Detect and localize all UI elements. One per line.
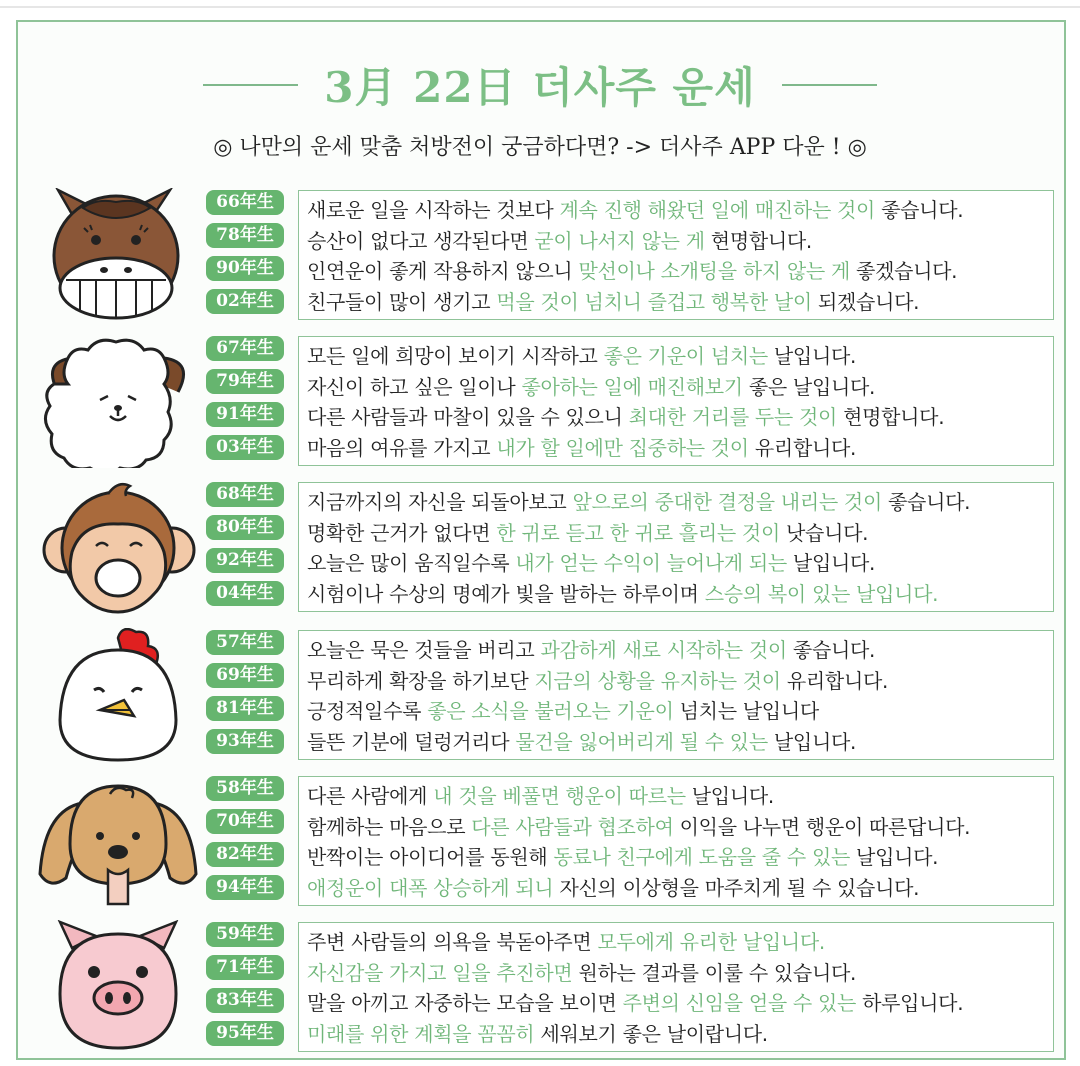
fortune-line bbox=[307, 287, 1045, 318]
year-badge: 03年生 bbox=[206, 435, 284, 460]
fortune-box bbox=[298, 482, 1054, 612]
fortune-line bbox=[307, 842, 1045, 873]
zodiac-group-rooster bbox=[30, 628, 1060, 762]
fortune-text: 다른 사람들과 마찰이 있을 수 있으니 bbox=[307, 405, 629, 429]
fortune-line bbox=[307, 226, 1045, 257]
top-divider bbox=[0, 6, 1080, 8]
horse-icon bbox=[38, 188, 198, 322]
fortune-text: 인연운이 좋게 작용하지 않으니 bbox=[307, 259, 579, 283]
fortune-text: 좋습니다. bbox=[786, 638, 876, 662]
fortune-text: 함께하는 마음으로 bbox=[307, 814, 472, 839]
highlight-text: 동료나 친구에게 도움을 줄 수 있는 bbox=[553, 845, 850, 869]
year-badge: 80年生 bbox=[206, 515, 284, 540]
highlight-text: 한 귀로 듣고 한 귀로 흘리는 것이 bbox=[496, 520, 780, 545]
year-badge: 67年生 bbox=[206, 336, 284, 361]
fortune-text: 날입니다. bbox=[786, 551, 876, 575]
fortune-text: 시험이나 수상의 명예가 빛을 발하는 하루이며 bbox=[307, 581, 705, 606]
highlight-text: 내가 할 일에만 집중하는 것이 bbox=[496, 435, 749, 460]
highlight-text: 맞선이나 소개팅을 하지 않는 게 bbox=[578, 259, 850, 283]
fortune-text: 마음의 여유를 가지고 bbox=[307, 435, 497, 460]
fortune-text: 자신의 이상형을 마주치게 될 수 있습니다. bbox=[553, 875, 920, 900]
year-badge: 70年生 bbox=[206, 809, 284, 834]
zodiac-group-sheep bbox=[30, 334, 1060, 468]
year-badge: 69年生 bbox=[206, 663, 284, 688]
year-badge: 04年生 bbox=[206, 581, 284, 606]
year-badge: 92年生 bbox=[206, 548, 284, 573]
zodiac-group-horse bbox=[30, 188, 1060, 322]
highlight-text: 물건을 잃어버리게 될 수 있는 bbox=[515, 729, 768, 754]
year-badge: 95年生 bbox=[206, 1021, 284, 1046]
fortune-text: 좋겠습니다. bbox=[850, 259, 958, 283]
year-badge: 83年生 bbox=[206, 988, 284, 1013]
year-badge: 79年生 bbox=[206, 369, 284, 394]
fortune-text: 들뜬 기분에 덜렁거리다 bbox=[307, 729, 516, 754]
fortune-text: 되겠습니다. bbox=[811, 289, 920, 314]
fortune-text: 긍정적일수록 bbox=[307, 699, 428, 723]
sheep-icon bbox=[38, 334, 198, 468]
highlight-text: 굳이 나서지 않는 게 bbox=[534, 228, 705, 253]
fortune-text: 하루입니다. bbox=[856, 991, 964, 1015]
highlight-text: 애정운이 대폭 상승하게 되니 bbox=[307, 875, 554, 900]
fortune-text: 좋은 날입니다. bbox=[742, 374, 876, 399]
pig-icon bbox=[38, 920, 198, 1054]
highlight-text: 계속 진행 해왔던 일에 매진하는 것이 bbox=[559, 198, 876, 222]
highlight-text: 주변의 신임을 얻을 수 있는 bbox=[622, 991, 857, 1015]
fortune-box bbox=[298, 336, 1054, 466]
year-badge: 90年生 bbox=[206, 256, 284, 281]
fortune-text: 친구들이 많이 생기고 bbox=[307, 289, 497, 314]
fortune-line bbox=[307, 402, 1045, 433]
fortune-text: 현명합니다. bbox=[837, 405, 945, 429]
highlight-text: 자신감을 가지고 일을 추진하면 bbox=[307, 960, 573, 985]
year-badge: 71年生 bbox=[206, 955, 284, 980]
fortune-line bbox=[307, 1019, 1045, 1050]
highlight-text: 스승의 복이 있는 날입니다. bbox=[704, 581, 939, 606]
subtitle: ◎ 나만의 운세 맞춤 처방전이 궁금하다면? -> 더사주 APP 다운 ! ◎ bbox=[213, 135, 867, 160]
fortune-text: 반짝이는 아이디어를 동원해 bbox=[307, 845, 554, 869]
fortune-text: 날입니다. bbox=[767, 729, 857, 754]
fortune-text: 명확한 근거가 없다면 bbox=[307, 520, 497, 545]
fortune-line bbox=[307, 579, 1045, 610]
year-badge: 81年生 bbox=[206, 696, 284, 721]
fortune-line bbox=[307, 781, 1045, 812]
fortune-text: 넘치는 날입니다 bbox=[673, 699, 819, 723]
highlight-text: 좋은 기운이 넘치는 bbox=[603, 344, 768, 368]
year-badge: 93年生 bbox=[206, 729, 284, 754]
zodiac-group-dog bbox=[30, 774, 1060, 908]
fortune-line bbox=[307, 988, 1045, 1019]
year-badge: 59年生 bbox=[206, 922, 284, 947]
fortune-box bbox=[298, 190, 1054, 320]
fortune-line bbox=[307, 548, 1045, 579]
fortune-text: 날입니다. bbox=[685, 784, 774, 808]
fortune-text: 좋습니다. bbox=[881, 490, 971, 514]
fortune-line bbox=[307, 195, 1045, 226]
highlight-text: 다른 사람들과 협조하여 bbox=[471, 814, 674, 839]
highlight-text: 미래를 위한 계획을 꼼꼼히 bbox=[307, 1021, 535, 1046]
fortune-text: 오늘은 묵은 것들을 버리고 bbox=[307, 638, 541, 662]
fortune-line bbox=[307, 958, 1045, 989]
dog-icon bbox=[38, 774, 198, 908]
rooster-icon bbox=[38, 628, 198, 762]
fortune-text: 낫습니다. bbox=[779, 520, 869, 545]
year-badge: 66年生 bbox=[206, 190, 284, 215]
fortune-text: 세워보기 좋은 날이랍니다. bbox=[534, 1021, 768, 1046]
fortune-text: 승산이 없다고 생각된다면 bbox=[307, 228, 535, 253]
fortune-text: 날입니다. bbox=[767, 344, 857, 368]
fortune-line bbox=[307, 727, 1045, 758]
fortune-text: 주변 사람들의 의욕을 북돋아주면 bbox=[307, 930, 598, 954]
fortune-line bbox=[307, 666, 1045, 697]
title-area bbox=[0, 58, 1080, 118]
fortune-line bbox=[307, 873, 1045, 904]
year-badge: 94年生 bbox=[206, 875, 284, 900]
fortune-line bbox=[307, 487, 1045, 518]
year-badge: 02年生 bbox=[206, 289, 284, 314]
fortune-text: 날입니다. bbox=[850, 845, 939, 869]
year-badge: 91年生 bbox=[206, 402, 284, 427]
fortune-line bbox=[307, 518, 1045, 549]
fortune-line bbox=[307, 635, 1045, 666]
fortune-text: 좋습니다. bbox=[875, 198, 964, 222]
year-badge: 57年生 bbox=[206, 630, 284, 655]
year-badge: 68年生 bbox=[206, 482, 284, 507]
fortune-line bbox=[307, 372, 1045, 403]
highlight-text: 지금의 상황을 유지하는 것이 bbox=[534, 668, 781, 693]
fortune-text: 다른 사람에게 bbox=[307, 784, 434, 808]
fortune-line bbox=[307, 812, 1045, 843]
fortune-text: 모든 일에 희망이 보이기 시작하고 bbox=[307, 344, 604, 368]
fortune-text: 원하는 결과를 이룰 수 있습니다. bbox=[572, 960, 857, 985]
highlight-text: 좋은 소식을 불러오는 기운이 bbox=[427, 699, 674, 723]
highlight-text: 과감하게 새로 시작하는 것이 bbox=[540, 638, 787, 662]
fortune-line bbox=[307, 341, 1045, 372]
year-badge: 82年生 bbox=[206, 842, 284, 867]
highlight-text: 먹을 것이 넘치니 즐겁고 행복한 날이 bbox=[496, 289, 812, 314]
year-badge: 78年生 bbox=[206, 223, 284, 248]
fortune-text: 자신이 하고 싶은 일이나 bbox=[307, 374, 522, 399]
highlight-text: 모두에게 유리한 날입니다. bbox=[597, 930, 825, 954]
monkey-icon bbox=[38, 480, 198, 614]
fortune-text: 지금까지의 자신을 되돌아보고 bbox=[307, 490, 573, 514]
fortune-text: 유리합니다. bbox=[780, 668, 889, 693]
zodiac-group-monkey bbox=[30, 480, 1060, 614]
zodiac-group-pig bbox=[30, 920, 1060, 1054]
highlight-text: 내 것을 베풀면 행운이 따르는 bbox=[433, 784, 686, 808]
highlight-text: 내가 얻는 수익이 늘어나게 되는 bbox=[515, 551, 787, 575]
fortune-line bbox=[307, 256, 1045, 287]
fortune-box bbox=[298, 630, 1054, 760]
fortune-box bbox=[298, 922, 1054, 1052]
fortune-line bbox=[307, 433, 1045, 464]
highlight-text: 좋아하는 일에 매진해보기 bbox=[521, 374, 743, 399]
fortune-line bbox=[307, 927, 1045, 958]
fortune-text: 오늘은 많이 움직일수록 bbox=[307, 551, 516, 575]
fortune-text: 새로운 일을 시작하는 것보다 bbox=[307, 198, 560, 222]
fortune-line bbox=[307, 696, 1045, 727]
fortune-text: 말을 아끼고 자중하는 모습을 보이면 bbox=[307, 991, 623, 1015]
fortune-text: 현명합니다. bbox=[704, 228, 812, 253]
fortune-text: 이익을 나누면 행운이 따른답니다. bbox=[673, 814, 971, 839]
page-title: 3月 22日 더사주 운세 bbox=[324, 63, 756, 112]
highlight-text: 최대한 거리를 두는 것이 bbox=[628, 405, 838, 429]
year-badge: 58年生 bbox=[206, 776, 284, 801]
fortune-text: 무리하게 확장을 하기보단 bbox=[307, 668, 535, 693]
highlight-text: 앞으로의 중대한 결정을 내리는 것이 bbox=[572, 490, 882, 514]
fortune-box bbox=[298, 776, 1054, 906]
fortune-text: 유리합니다. bbox=[748, 435, 857, 460]
